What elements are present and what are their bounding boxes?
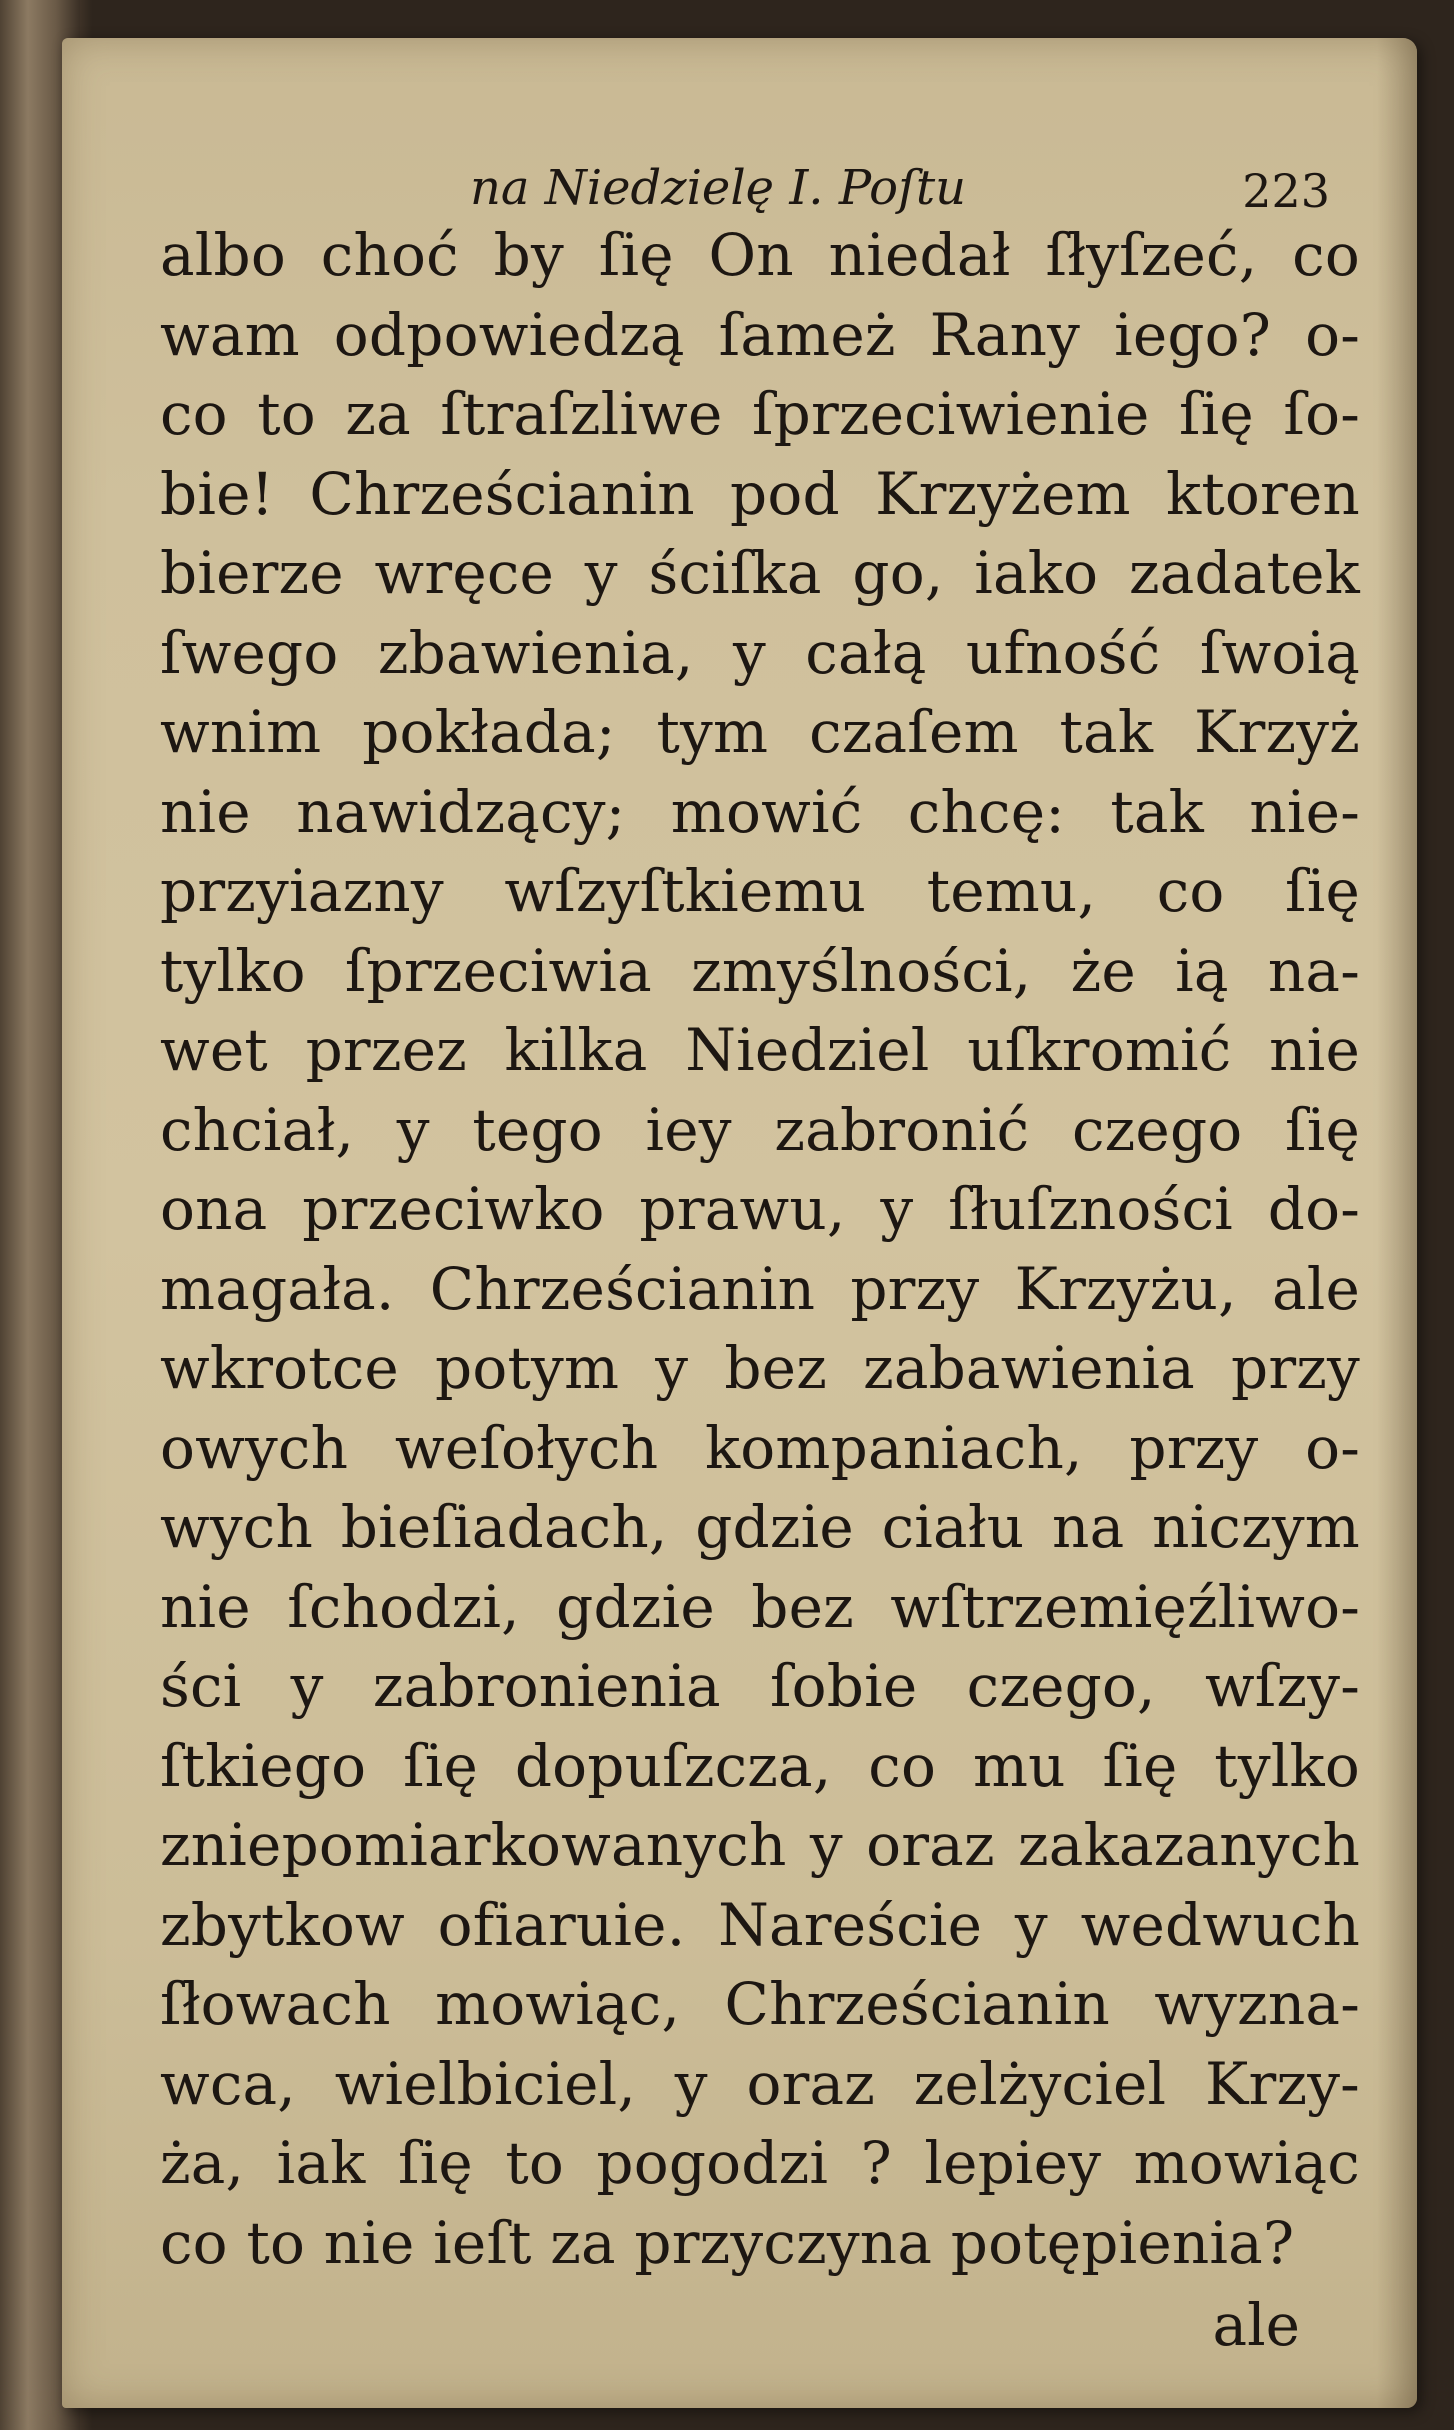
- text-line: tylko ſprzeciwia zmyślności, że ią na-: [160, 936, 1360, 1005]
- text-line: przyiazny wſzyſtkiemu temu, co ſię: [160, 857, 1360, 925]
- page-edge-shadow: [1377, 38, 1417, 2408]
- text-line: wam odpowiedzą ſameż Rany iego? o-: [160, 300, 1360, 369]
- text-line: ſtkiego ſię dopuſzcza, co mu ſię tylko: [160, 1731, 1360, 1800]
- book-page: [62, 38, 1417, 2408]
- text-line: ści y zabronienia ſobie czego, wſzy-: [160, 1652, 1360, 1720]
- text-line: chciał, y tego iey zabronić czego ſię: [160, 1095, 1360, 1164]
- text-line: bie! Chrześcianin pod Krzyżem ktoren: [160, 459, 1360, 528]
- text-line: co to nie ieſt za przyczyna potępienia?: [160, 2208, 1295, 2277]
- text-line: bierze wręce y ściſka go, iako zadatek: [160, 539, 1360, 607]
- page-number: 223: [1242, 164, 1330, 218]
- catchword: ale: [1212, 2291, 1300, 2359]
- text-line: ſłowach mowiąc, Chrześcianin wyzna-: [160, 1970, 1360, 2038]
- text-line: wnim pokłada; tym czaſem tak Krzyż: [160, 698, 1360, 766]
- text-line: magała. Chrześcianin przy Krzyżu, ale: [160, 1254, 1360, 1323]
- text-line: wkrotce potym y bez zabawienia przy: [160, 1334, 1360, 1402]
- running-head: [160, 150, 1360, 230]
- text-line: ża, iak ſię to pogodzi ? lepiey mowiąc: [160, 2129, 1360, 2197]
- text-line: nie ſchodzi, gdzie bez wſtrzemięźliwo-: [160, 1572, 1360, 1641]
- text-line: albo choć by ſię On niedał ſłyſzeć, co: [160, 221, 1360, 289]
- body-text: [160, 216, 1360, 2283]
- text-line: wet przez kilka Niedziel uſkromić nie: [160, 1016, 1360, 1084]
- text-line: wca, wielbiciel, y oraz zelżyciel Krzy-: [160, 2049, 1360, 2118]
- text-line: wych bieſiadach, gdzie ciału na niczym: [160, 1493, 1360, 1561]
- text-line: owych weſołych kompaniach, przy o-: [160, 1413, 1360, 1482]
- text-block: [160, 150, 1360, 2365]
- running-title: na Niedzielę I. Poſtu: [470, 160, 967, 216]
- text-line: zbytkow ofiaruie. Nareście y wedwuch: [160, 1890, 1360, 1959]
- text-line: co to za ſtraſzliwe ſprzeciwienie ſię ſo-: [160, 380, 1360, 448]
- text-line: zniepomiarkowanych y oraz zakazanych: [160, 1811, 1360, 1879]
- text-line: ſwego zbawienia, y całą ufność ſwoią: [160, 618, 1360, 687]
- text-line: ona przeciwko prawu, y ſłuſzności do-: [160, 1175, 1360, 1243]
- text-line: nie nawidzący; mowić chcę: tak nie-: [160, 777, 1360, 846]
